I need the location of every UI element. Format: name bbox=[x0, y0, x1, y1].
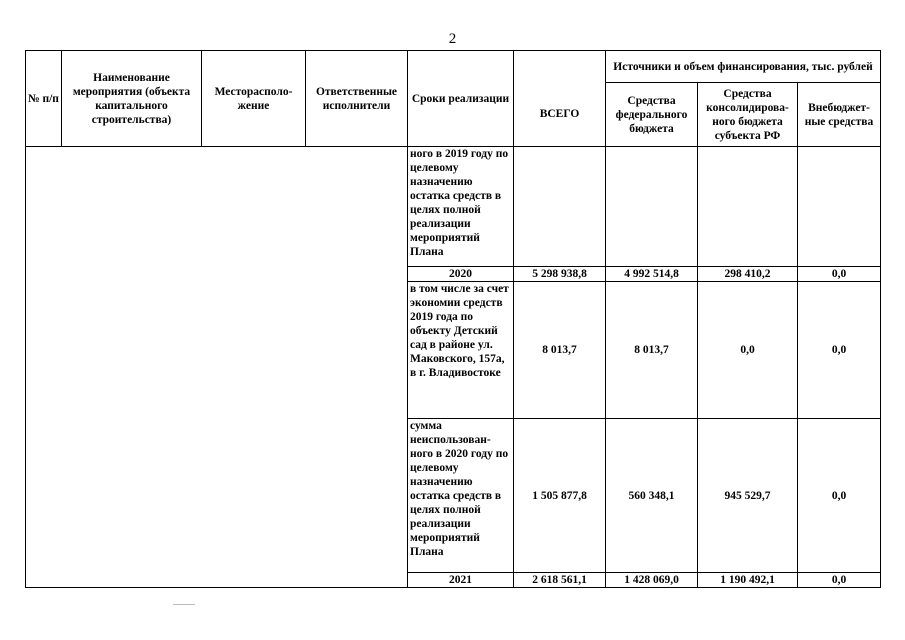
header-row-1 bbox=[26, 51, 881, 83]
term-cell: 2020 bbox=[408, 267, 514, 282]
header-extrabudget: Внебюджет-ные средства bbox=[798, 83, 881, 147]
federal-cell: 4 992 514,8 bbox=[606, 267, 698, 282]
federal-cell: 8 013,7 bbox=[606, 282, 698, 419]
header-regional: Средства консолидирова-ного бюджета субъекта РФ bbox=[698, 83, 798, 147]
header-name: Наименование мероприятия (объекта капитального строительства) bbox=[62, 51, 202, 147]
extra-cell: 0,0 bbox=[798, 419, 881, 573]
extra-cell: 0,0 bbox=[798, 282, 881, 419]
header-responsible: Ответственные исполнители bbox=[306, 51, 408, 147]
term-cell: сумма неиспользован-ного в 2020 году по целевому назначению остатка средств в целях полной реализации мероприятий Плана bbox=[408, 419, 514, 573]
total-cell bbox=[514, 147, 606, 267]
total-cell: 8 013,7 bbox=[514, 282, 606, 419]
page-number: 2 bbox=[448, 31, 457, 47]
regional-cell: 945 529,7 bbox=[698, 419, 798, 573]
header-location: Месторасполо-жение bbox=[202, 51, 306, 147]
federal-cell: 560 348,1 bbox=[606, 419, 698, 573]
header-federal: Средства федерального бюджета bbox=[606, 83, 698, 147]
header-total: ВСЕГО bbox=[514, 51, 606, 147]
scan-mark bbox=[173, 604, 195, 605]
header-num: № п/п bbox=[26, 51, 62, 147]
regional-cell bbox=[698, 147, 798, 267]
regional-cell: 1 190 492,1 bbox=[698, 573, 798, 588]
regional-cell: 0,0 bbox=[698, 282, 798, 419]
term-cell: ного в 2019 году по целевому назначению остатка средств в целях полной реализации мероприятий Плана bbox=[408, 147, 514, 267]
total-cell: 5 298 938,8 bbox=[514, 267, 606, 282]
federal-cell: 1 428 069,0 bbox=[606, 573, 698, 588]
federal-cell bbox=[606, 147, 698, 267]
total-cell: 2 618 561,1 bbox=[514, 573, 606, 588]
merged-empty-cell bbox=[26, 147, 408, 588]
extra-cell bbox=[798, 147, 881, 267]
term-cell: в том числе за счет экономии средств 2019 года по объекту Детский сад в районе ул. Маковского, 157а, в г. Владивостоке bbox=[408, 282, 514, 419]
funding-table bbox=[25, 50, 881, 588]
header-funding-group: Источники и объем финансирования, тыс. рублей bbox=[606, 51, 881, 83]
header-deadline: Сроки реализации bbox=[408, 51, 514, 147]
extra-cell: 0,0 bbox=[798, 267, 881, 282]
term-cell: 2021 bbox=[408, 573, 514, 588]
table-row bbox=[26, 147, 881, 267]
total-cell: 1 505 877,8 bbox=[514, 419, 606, 573]
extra-cell: 0,0 bbox=[798, 573, 881, 588]
regional-cell: 298 410,2 bbox=[698, 267, 798, 282]
